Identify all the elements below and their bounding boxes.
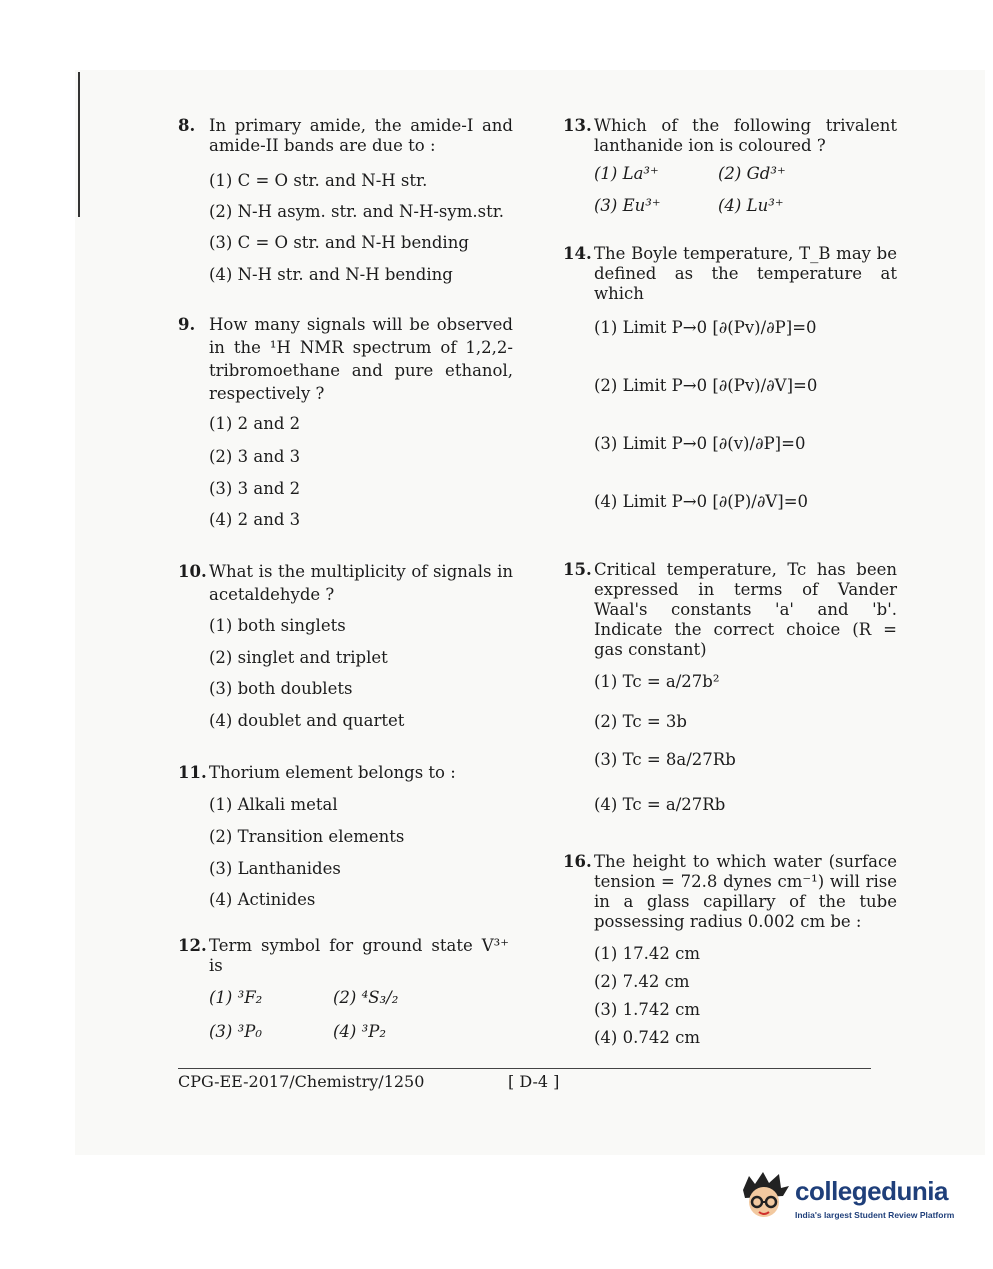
question-number: 15. bbox=[563, 560, 592, 579]
question-text: Critical temperature, Tc has been expressed in terms of Vander Waal's constants 'a' and 'b'. Indicate the correct choice (R = gas constant) bbox=[594, 560, 897, 659]
option: (1) Tc = a/27b² bbox=[594, 672, 720, 691]
question-text: How many signals will be observed in the ¹H NMR spectrum of 1,2,2-tribromoethane and pure ethanol, respectively ? bbox=[209, 315, 513, 403]
question-16 bbox=[563, 852, 897, 1047]
page-number: [ D-4 ] bbox=[508, 1072, 560, 1091]
option: (3) C = O str. and N-H bending bbox=[209, 233, 469, 252]
option: (2) Gd³⁺ bbox=[718, 164, 786, 183]
option: (1) 17.42 cm bbox=[594, 944, 700, 963]
option: (4) ³P₂ bbox=[333, 1022, 386, 1041]
mascot-icon bbox=[735, 1168, 793, 1226]
option: (2) Transition elements bbox=[209, 827, 405, 846]
option: (4) Tc = a/27Rb bbox=[594, 795, 726, 814]
option: (4) 0.742 cm bbox=[594, 1028, 700, 1047]
option: (1) La³⁺ bbox=[594, 164, 659, 183]
question-13 bbox=[563, 116, 897, 215]
question-number: 16. bbox=[563, 852, 592, 871]
option: (3) Tc = 8a/27Rb bbox=[594, 750, 736, 769]
option: (4) Lu³⁺ bbox=[718, 196, 784, 215]
question-11 bbox=[178, 763, 513, 909]
option: (4) 2 and 3 bbox=[209, 510, 301, 529]
question-text: Term symbol for ground state V³⁺ is bbox=[209, 936, 509, 975]
option: (1) Limit P→0 [∂(Pv)/∂P]=0 bbox=[594, 318, 817, 337]
question-text: The Boyle temperature, T_B may be defined as the temperature at which bbox=[594, 244, 897, 303]
margin-line bbox=[78, 72, 80, 217]
option: (1) 2 and 2 bbox=[209, 414, 301, 433]
option: (3) Lanthanides bbox=[209, 859, 341, 878]
option: (1) ³F₂ bbox=[209, 988, 263, 1007]
option: (3) Limit P→0 [∂(v)/∂P]=0 bbox=[594, 434, 806, 453]
collegedunia-logo[interactable] bbox=[735, 1168, 965, 1228]
question-number: 9. bbox=[178, 315, 196, 334]
page-footer bbox=[178, 1068, 871, 1093]
question-10 bbox=[178, 560, 513, 730]
question-text: Thorium element belongs to : bbox=[209, 763, 456, 782]
option: (2) singlet and triplet bbox=[209, 648, 388, 667]
question-9 bbox=[178, 313, 513, 529]
question-14 bbox=[563, 244, 897, 511]
option: (4) doublet and quartet bbox=[209, 711, 405, 730]
question-12 bbox=[178, 936, 513, 1041]
option: (1) C = O str. and N-H str. bbox=[209, 171, 428, 190]
question-text: Which of the following trivalent lanthanide ion is coloured ? bbox=[594, 116, 897, 155]
option: (2) 3 and 3 bbox=[209, 447, 301, 466]
question-number: 14. bbox=[563, 244, 592, 263]
logo-tagline: India's largest Student Review Platform bbox=[795, 1210, 955, 1220]
question-text: The height to which water (surface tension = 72.8 dynes cm⁻¹) will rise in a glass capillary of the tube possessing radius 0.002 cm be : bbox=[594, 852, 897, 931]
option: (2) N-H asym. str. and N-H-sym.str. bbox=[209, 202, 505, 221]
logo-name: collegedunia bbox=[795, 1176, 948, 1206]
option: (4) N-H str. and N-H bending bbox=[209, 265, 453, 284]
question-number: 8. bbox=[178, 116, 196, 135]
option: (2) 7.42 cm bbox=[594, 972, 690, 991]
question-8 bbox=[178, 116, 513, 284]
option: (3) Eu³⁺ bbox=[594, 196, 661, 215]
option: (3) 3 and 2 bbox=[209, 479, 301, 498]
question-text: What is the multiplicity of signals in acetaldehyde ? bbox=[209, 562, 513, 604]
option: (3) both doublets bbox=[209, 679, 353, 698]
question-number: 11. bbox=[178, 763, 207, 782]
question-number: 10. bbox=[178, 562, 207, 581]
option: (4) Actinides bbox=[209, 890, 316, 909]
option: (3) ³P₀ bbox=[209, 1022, 262, 1041]
question-number: 12. bbox=[178, 936, 207, 955]
question-15 bbox=[563, 560, 897, 814]
option: (1) Alkali metal bbox=[209, 795, 338, 814]
question-number: 13. bbox=[563, 116, 592, 135]
option: (2) ⁴S₃/₂ bbox=[333, 988, 399, 1007]
question-text: In primary amide, the amide-I and amide-II bands are due to : bbox=[209, 116, 513, 155]
option: (1) both singlets bbox=[209, 616, 346, 635]
option: (2) Limit P→0 [∂(Pv)/∂V]=0 bbox=[594, 376, 818, 395]
paper-code: CPG-EE-2017/Chemistry/1250 bbox=[178, 1072, 425, 1091]
option: (3) 1.742 cm bbox=[594, 1000, 700, 1019]
option: (4) Limit P→0 [∂(P)/∂V]=0 bbox=[594, 492, 809, 511]
option: (2) Tc = 3b bbox=[594, 712, 687, 731]
